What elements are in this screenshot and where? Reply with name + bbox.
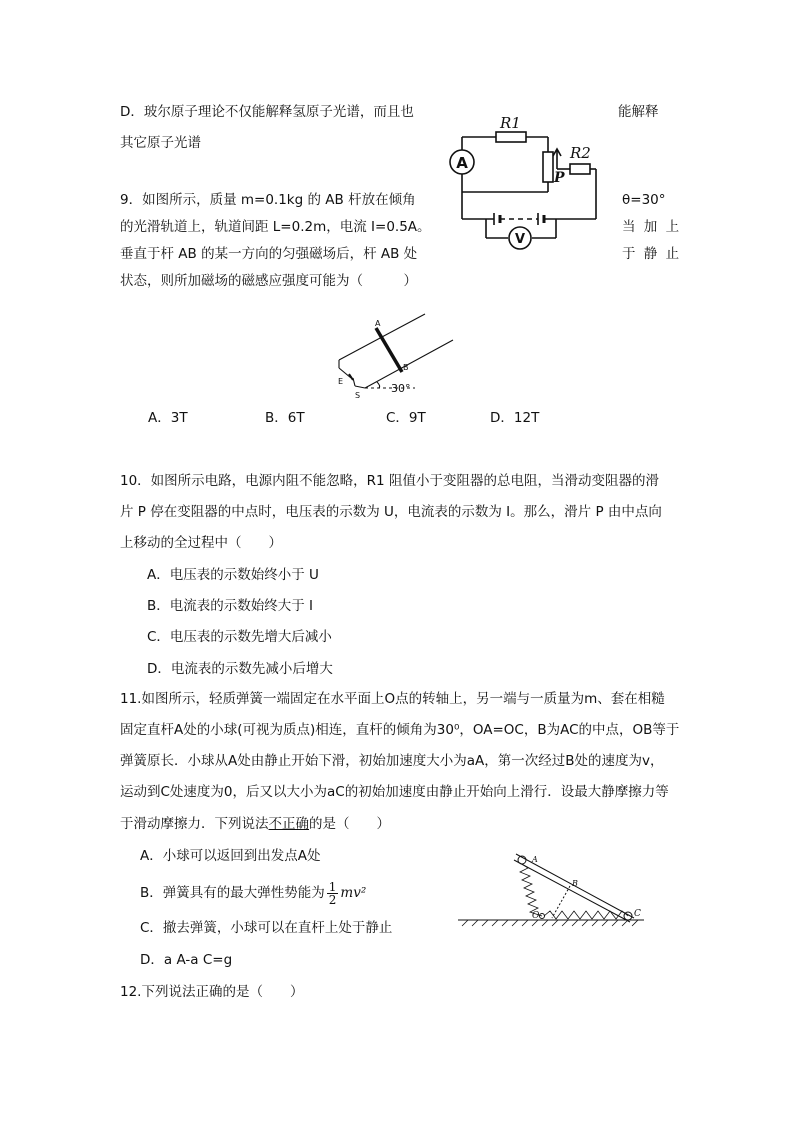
q9-fig-label-e: E — [338, 377, 344, 386]
q9-fig-label-a: A — [375, 319, 381, 328]
q11-not-correct: 不正确 — [268, 816, 309, 832]
q10-line1: 10．如图所示电路，电源内阻不能忽略，R1 阻值小于变阻器的总电阻，当滑动变阻器的滑 — [120, 473, 659, 489]
q10-option-b: B．电流表的示数始终大于 I — [147, 598, 314, 614]
q11-line5 — [120, 814, 390, 834]
r2-label: R2 — [570, 144, 591, 162]
circuit-diagram — [446, 114, 596, 247]
q10-line3: 上移动的全过程中（ ） — [120, 535, 282, 551]
q9-option-a: A．3T — [148, 410, 188, 426]
q11-fig-label-c: C — [634, 909, 641, 919]
q11-option-c: C．撤去弹簧，小球可以在直杆上处于静止 — [140, 920, 393, 936]
q9-line1-right: θ=30° — [622, 192, 666, 208]
q11-fraction — [327, 881, 339, 906]
q9-fig-angle: 30° — [391, 382, 411, 395]
q12-line1: 12.下列说法正确的是（ ） — [120, 984, 304, 1000]
p-label: P — [554, 170, 565, 186]
q11-line2: 固定直杆A处的小球(可视为质点)相连，直杆的倾角为30⁰，OA=OC，B为AC的中点，OB等于 — [120, 722, 680, 738]
q9-incline-figure — [335, 300, 470, 400]
q9-line3-right: 于 静 止 — [622, 246, 680, 262]
q11-line3: 弹簧原长．小球从A处由静止开始下滑，初始加速度大小为aA，第一次经过B处的速度为v， — [120, 753, 664, 769]
q9-line4: 状态，则所加磁场的磁感应强度可能为（ ） — [120, 273, 417, 289]
q11-fig-label-b: B — [572, 879, 578, 888]
q8-option-d-line2: 其它原子光谱 — [120, 135, 201, 151]
q11-line4: 运动到C处速度为0，后又以大小为aC的初始加速度由静止开始向上滑行．设最大静摩擦力等 — [120, 784, 669, 800]
q10-line2: 片 P 停在变阻器的中点时，电压表的示数为 U，电流表的示数为 I。那么，滑片 P 由中点向 — [120, 504, 662, 520]
q9-line2-right: 当 加 上 — [622, 219, 680, 235]
q11-line1: 11.如图所示，轻质弹簧一端固定在水平面上O点的转轴上，另一端与一质量为m、套在相糙 — [120, 691, 665, 707]
q11-line5-pre: 于滑动摩擦力．下列说法 — [120, 816, 269, 832]
q11-frac-num: 1 — [328, 879, 337, 894]
voltmeter-label: V — [514, 232, 526, 247]
q9-option-d: D．12T — [490, 410, 540, 426]
q9-fig-label-s: S — [355, 391, 361, 400]
q9-line2: 的光滑轨道上，轨道间距 L=0.2m，电流 I=0.5A。 — [120, 219, 431, 235]
q11-option-a: A．小球可以返回到出发点A处 — [140, 848, 321, 864]
q10-option-d: D．电流表的示数先减小后增大 — [147, 661, 333, 677]
q11-option-b-text: B．弹簧具有的最大弹性势能为 — [140, 885, 325, 901]
q9-fig-label-b: B — [403, 363, 409, 372]
q11-fig-label-o: O — [532, 911, 540, 921]
q8-option-d-line1: D．玻尔原子理论不仅能解释氢原子光谱，而且也 — [120, 104, 414, 120]
q9-line3: 垂直于杆 AB 的某一方向的匀强磁场后，杆 AB 处 — [120, 246, 418, 262]
r1-label: R1 — [500, 114, 521, 132]
q8-option-d-right: 能解释 — [618, 104, 659, 120]
ammeter-label: A — [456, 154, 468, 172]
q11-frac-den: 2 — [328, 892, 337, 907]
q10-option-a: A．电压表的示数始终小于 U — [147, 567, 319, 583]
q11-line5-post: 的是（ ） — [309, 816, 390, 832]
q11-option-b — [140, 876, 366, 910]
q11-option-b-formula: mv² — [340, 885, 367, 901]
q11-option-d: D．a A-a C=g — [140, 952, 233, 968]
q9-option-b: B．6T — [265, 410, 305, 426]
q11-rod-spring-figure — [458, 850, 648, 930]
q9-option-c: C．9T — [386, 410, 426, 426]
q11-fig-label-a: A — [532, 855, 538, 864]
q10-option-c: C．电压表的示数先增大后减小 — [147, 629, 332, 645]
q9-line1: 9．如图所示，质量 m=0.1kg 的 AB 杆放在倾角 — [120, 192, 416, 208]
